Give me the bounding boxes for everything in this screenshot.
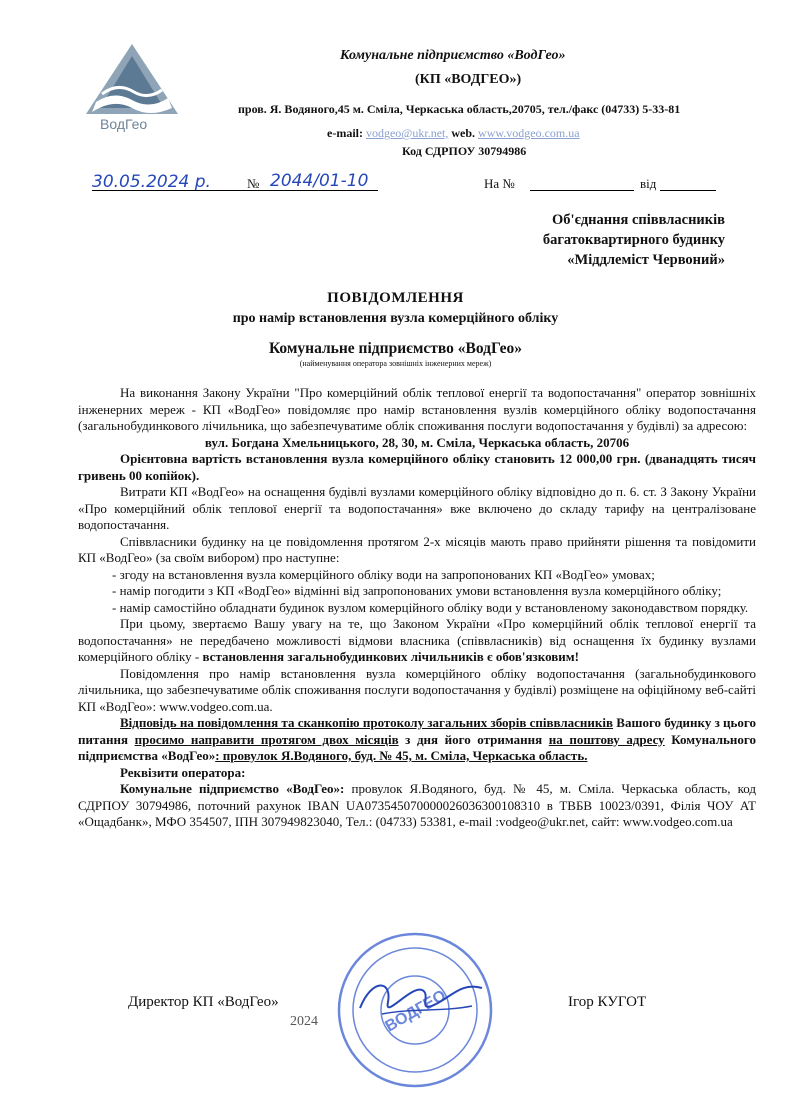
installation-address: вул. Богдана Хмельницького, 28, 30, м. Сміла, Черкаська область, 20706 bbox=[204, 434, 630, 450]
incoming-number-label: На № bbox=[484, 176, 515, 191]
email-link[interactable]: vodgeo@ukr.net, bbox=[365, 126, 449, 140]
outgoing-number-label: № bbox=[247, 176, 260, 191]
response-text: Комунального підприємства «ВодГео» bbox=[78, 731, 756, 763]
web-label: web. bbox=[451, 126, 476, 140]
logo-text: ВодГео bbox=[100, 116, 148, 132]
signature-year: 2024 bbox=[290, 1014, 318, 1029]
obligation-text: При цьому, звертаємо Вашу увагу на те, що Законом України «Про комерційний облік теплової енергії та водопостачання» не передбачено можливості відмови власника (співвласників) від оснащення їх будинку вузлами комерційного обліку - bbox=[78, 616, 756, 664]
number-underline bbox=[268, 190, 378, 191]
requisites-title: Реквізити оператора: bbox=[120, 764, 246, 780]
addressee-block bbox=[543, 210, 725, 270]
requisites-text bbox=[78, 781, 756, 831]
contact-line bbox=[327, 126, 580, 141]
director-signature bbox=[352, 968, 492, 1028]
addressee-line: багатоквартирного будинку bbox=[542, 232, 725, 248]
obligation-emphasis: встановлення загальнобудинкових лічильників є обов'язковим! bbox=[202, 649, 579, 664]
response-underlined: Відповідь на повідомлення та сканкопію протоколу загальних зборів співвласників bbox=[120, 715, 614, 730]
website-link[interactable]: www.vodgeo.com.ua bbox=[478, 126, 580, 140]
option-item: - намір погодити з КП «ВодГео» відмінні від запропонованих умови встановлення вузла комерційного обліку; bbox=[112, 583, 722, 598]
paragraph-publication: Повідомлення про намір встановлення вузла комерційного обліку водопостачання (загальнобудинкового лічильника, що забезпечуватиме облік споживання послуги водопостачання у будівлі) розміщене на офіційному веб-сайті КП «ВодГео»: www.vodgeo.com.ua. bbox=[78, 665, 756, 714]
director-title: Директор КП «ВодГео» bbox=[128, 994, 279, 1010]
outgoing-number: 2044/01-10 bbox=[270, 171, 369, 191]
company-logo bbox=[82, 42, 182, 134]
incoming-number-blank bbox=[530, 190, 634, 191]
incoming-date-label: від bbox=[640, 176, 657, 191]
operator-note: (найменування оператора зовнішніх інженерних мереж) bbox=[299, 359, 492, 368]
response-underlined: на поштову адресу bbox=[548, 731, 665, 747]
paragraph-intro: На виконання Закону України "Про комерційний облік теплової енергії та водопостачання" оператор зовнішніх інженерних мереж - КП «ВодГео» повідомляє про намір встановлення вузлів комерційного обліку водопостачання (загальнобудинкового лічильника, що забезпечуватиме облік споживання послуги водопостачання у будівлі) за адресою: bbox=[78, 385, 756, 433]
incoming-date-blank bbox=[660, 190, 716, 191]
stamp-text: ВОДГЕО bbox=[382, 987, 450, 1036]
response-underlined: : провулок Я.Водяного, буд. № 45, м. Сміла, Черкаська область. bbox=[215, 748, 588, 763]
addressee-line: Об'єднання співвласників bbox=[552, 212, 725, 228]
document-title: ПОВІДОМЛЕННЯ bbox=[327, 290, 464, 306]
company-address: пров. Я. Водяного,45 м. Сміла, Черкаська область,20705, тел./факс (04733) 5-33-81 bbox=[238, 102, 681, 116]
paragraph-response bbox=[78, 715, 756, 765]
paragraph-obligation bbox=[78, 616, 756, 666]
paragraph-rights: Співвласники будинку на це повідомлення протягом 2-х місяців мають право прийняти рішення та повідомити КП «ВодГео» (за своїм вибором) про наступне: bbox=[78, 533, 756, 565]
company-name: Комунальне підприємство «ВодГео» bbox=[340, 48, 566, 63]
document-subtitle: про намір встановлення вузла комерційного обліку bbox=[232, 311, 559, 326]
response-text: Вашого будинку з цього питання bbox=[78, 715, 756, 747]
outgoing-date: 30.05.2024 р. bbox=[92, 172, 211, 192]
requisites-details: провулок Я.Водяного, буд. № 45, м. Сміла. Черкаська область, код СДРПОУ 30794986, поточний рахунок IBAN UA073545070000026036300108310 в ТВБВ 10023/0391, Філія ЧОУ АТ «Ощадбанк», МФО 354507, ІПН 307949823040, Тел.: (04733) 53381, e-mail :vodgeo@ukr.net, сайт: www.vodgeo.com.ua bbox=[78, 781, 756, 829]
addressee-line: «Міддлеміст Червоний» bbox=[567, 252, 725, 268]
response-text: з дня його отримання bbox=[398, 731, 549, 747]
email-label: e-mail: bbox=[327, 126, 363, 140]
option-item: - згоду на встановлення вузла комерційного обліку води на запропонованих КП «ВодГео» умовах; bbox=[112, 566, 655, 582]
operator-name: Комунальне підприємство «ВодГео» bbox=[268, 340, 523, 357]
paragraph-costs: Витрати КП «ВодГео» на оснащення будівлі вузлами комерційного обліку відповідно до п. 6. ст. З Закону України «Про комерційний облік теплової енергії та водопостачання» вже включено до складу тарифу на централізоване водопостачання. bbox=[78, 484, 756, 532]
document-body bbox=[78, 385, 756, 831]
option-item: - намір самостійно обладнати будинок вузлом комерційного обліку води у встановленому законодавством порядку. bbox=[112, 599, 749, 615]
company-short-name: (КП «ВОДГЕО») bbox=[415, 72, 522, 87]
estimated-cost: Орієнтовна вартість встановлення вузла комерційного обліку становить 12 000,00 грн. (дванадцять тисяч гривень 00 копійок). bbox=[78, 451, 756, 483]
response-underlined: просимо направити протягом двох місяців bbox=[134, 731, 399, 747]
director-name: Ігор КУГОТ bbox=[568, 994, 647, 1010]
requisites-company: Комунальне підприємство «ВодГео»: bbox=[120, 781, 345, 796]
company-code: Код СДРПОУ 30794986 bbox=[402, 144, 527, 158]
